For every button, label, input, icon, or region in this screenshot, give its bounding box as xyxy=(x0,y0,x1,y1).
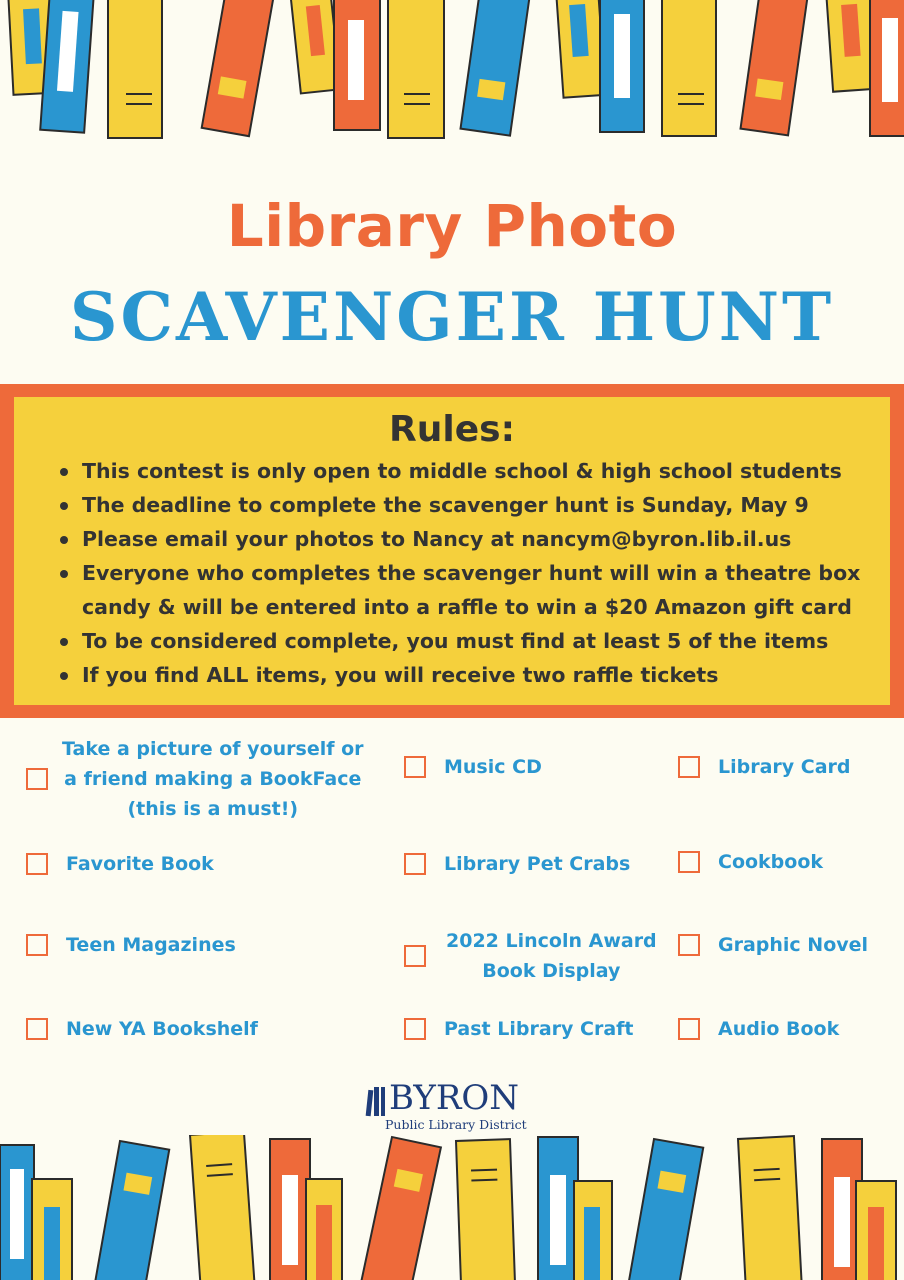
rule-item: The deadline to complete the scavenger hunt is Sunday, May 9 xyxy=(58,488,868,522)
past-craft-label: Past Library Craft xyxy=(444,1018,634,1040)
checklist-item-graphic-novel[interactable] xyxy=(678,930,868,960)
bookface-label: Take a picture of yourself or a friend making a BookFace (this is a must!) xyxy=(62,738,364,820)
books-bottom-decoration xyxy=(0,1135,904,1280)
audio-book-label: Audio Book xyxy=(718,1018,840,1040)
new-ya-label: New YA Bookshelf xyxy=(66,1018,258,1040)
audio-book-checkbox[interactable] xyxy=(678,1018,700,1040)
logo-subtitle: Public Library District xyxy=(385,1117,527,1132)
lincoln-award-label: 2022 Lincoln Award Book Display xyxy=(446,930,657,982)
past-craft-checkbox[interactable] xyxy=(404,1018,426,1040)
favorite-book-label: Favorite Book xyxy=(66,853,214,875)
rules-panel xyxy=(14,397,890,705)
checklist-item-past-craft[interactable] xyxy=(404,1014,634,1044)
checklist-item-library-card[interactable] xyxy=(678,752,851,782)
checklist-item-favorite-book[interactable] xyxy=(26,849,214,879)
pet-crabs-checkbox[interactable] xyxy=(404,853,426,875)
library-card-label: Library Card xyxy=(718,756,851,778)
checklist-item-music-cd[interactable] xyxy=(404,752,542,782)
checklist-item-teen-magazines[interactable] xyxy=(26,930,236,960)
cookbook-checkbox[interactable] xyxy=(678,851,700,873)
pet-crabs-label: Library Pet Crabs xyxy=(444,853,631,875)
lincoln-award-checkbox[interactable] xyxy=(404,945,426,967)
books-top-decoration xyxy=(0,0,904,150)
rule-item: If you find ALL items, you will receive two raffle tickets xyxy=(58,658,868,692)
favorite-book-checkbox[interactable] xyxy=(26,853,48,875)
new-ya-checkbox[interactable] xyxy=(26,1018,48,1040)
graphic-novel-label: Graphic Novel xyxy=(718,934,869,956)
graphic-novel-checkbox[interactable] xyxy=(678,934,700,956)
book-stack-icon xyxy=(365,1084,387,1118)
title-line-2: SCAVENGER HUNT xyxy=(69,278,835,356)
checklist-item-cookbook[interactable] xyxy=(678,847,823,877)
bookface-checkbox[interactable] xyxy=(26,768,48,790)
music-cd-checkbox[interactable] xyxy=(404,756,426,778)
cookbook-label: Cookbook xyxy=(718,851,824,873)
checklist-item-pet-crabs[interactable] xyxy=(404,849,630,879)
library-card-checkbox[interactable] xyxy=(678,756,700,778)
checklist-item-new-ya[interactable] xyxy=(26,1014,258,1044)
rule-item: Please email your photos to Nancy at nancym@byron.lib.il.us xyxy=(58,522,868,556)
title-line-1: Library Photo xyxy=(226,192,678,260)
rule-item: Everyone who completes the scavenger hunt will win a theatre box candy & will be entered into a raffle to win a $20 Amazon gift card xyxy=(58,556,868,624)
rule-item: To be considered complete, you must find at least 5 of the items xyxy=(58,624,868,658)
checklist-item-audio-book[interactable] xyxy=(678,1014,839,1044)
rules-box xyxy=(0,384,904,718)
teen-magazines-label: Teen Magazines xyxy=(66,934,236,956)
rules-heading: Rules: xyxy=(389,409,515,450)
rule-item: This contest is only open to middle school & high school students xyxy=(58,454,868,488)
byron-library-logo xyxy=(365,1080,545,1136)
teen-magazines-checkbox[interactable] xyxy=(26,934,48,956)
checklist-item-bookface[interactable] xyxy=(26,734,364,824)
music-cd-label: Music CD xyxy=(444,756,542,778)
checklist-item-lincoln-award[interactable] xyxy=(404,926,657,986)
logo-name: BYRON xyxy=(389,1078,520,1118)
rules-list xyxy=(58,454,868,692)
